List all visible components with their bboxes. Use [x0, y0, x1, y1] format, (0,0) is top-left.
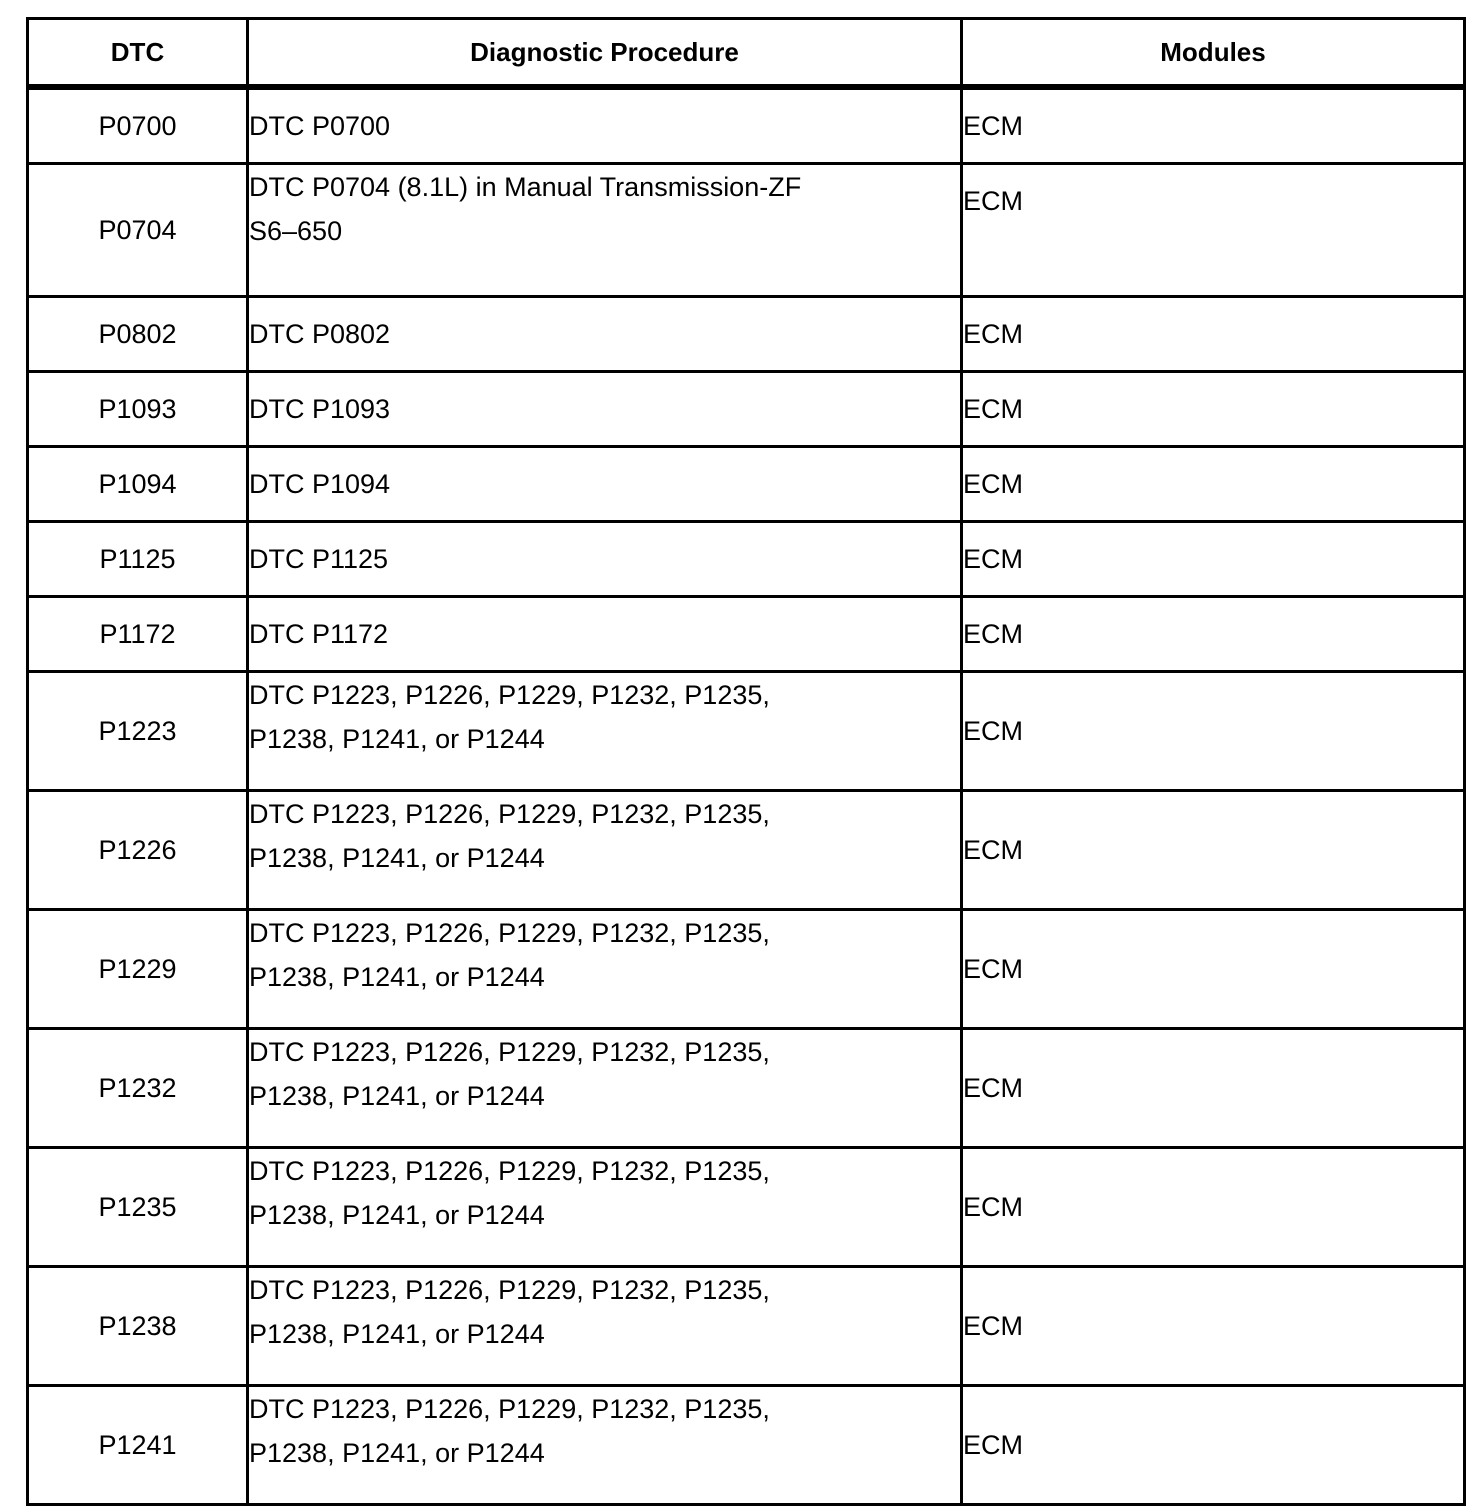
procedure-text-line: DTC P1223, P1226, P1229, P1232, P1235,: [249, 799, 770, 829]
dtc-code-cell: P1226: [28, 791, 248, 910]
table-row: [28, 791, 1465, 910]
dtc-code-cell: P1223: [28, 672, 248, 791]
module-cell: ECM: [962, 297, 1465, 372]
dtc-code-cell: P0700: [28, 87, 248, 164]
module-cell: ECM: [962, 791, 1465, 910]
procedure-cell: [248, 164, 962, 297]
procedure-text-line: DTC P0802: [249, 319, 391, 349]
procedure-text-line: P1238, P1241, or P1244: [249, 1438, 545, 1468]
procedure-text-line: DTC P0704 (8.1L) in Manual Transmission-ZF: [249, 172, 802, 202]
module-cell: ECM: [962, 672, 1465, 791]
dtc-code-cell: P1094: [28, 447, 248, 522]
procedure-text-line: P1238, P1241, or P1244: [249, 843, 545, 873]
table-row: [28, 372, 1465, 447]
header-dtc: DTC: [28, 19, 248, 88]
table-row: [28, 447, 1465, 522]
table-row: [28, 164, 1465, 297]
dtc-code-cell: P1093: [28, 372, 248, 447]
procedure-text-line: P1238, P1241, or P1244: [249, 724, 545, 754]
procedure-text-line: DTC P1094: [249, 469, 391, 499]
dtc-code-cell: P1235: [28, 1148, 248, 1267]
dtc-table: [26, 17, 1466, 1506]
header-row: [28, 19, 1465, 88]
table-row: [28, 297, 1465, 372]
procedure-cell: [248, 1029, 962, 1148]
procedure-text-line: DTC P0700: [249, 111, 391, 141]
procedure-cell: [248, 791, 962, 910]
procedure-text-line: DTC P1223, P1226, P1229, P1232, P1235,: [249, 1275, 770, 1305]
procedure-text-line: DTC P1223, P1226, P1229, P1232, P1235,: [249, 1037, 770, 1067]
table-row: [28, 597, 1465, 672]
dtc-code-cell: P1229: [28, 910, 248, 1029]
module-cell: ECM: [962, 910, 1465, 1029]
procedure-cell: [248, 1386, 962, 1505]
header-procedure: Diagnostic Procedure: [248, 19, 962, 88]
procedure-text-line: P1238, P1241, or P1244: [249, 962, 545, 992]
procedure-text-line: DTC P1223, P1226, P1229, P1232, P1235,: [249, 680, 770, 710]
module-cell: ECM: [962, 87, 1465, 164]
procedure-text-line: P1238, P1241, or P1244: [249, 1319, 545, 1349]
dtc-code-cell: P0802: [28, 297, 248, 372]
procedure-text-line: S6–650: [249, 216, 343, 246]
procedure-text-line: P1238, P1241, or P1244: [249, 1081, 545, 1111]
procedure-cell: [248, 910, 962, 1029]
table-row: [28, 1267, 1465, 1386]
procedure-text-line: DTC P1172: [249, 619, 389, 649]
dtc-code-cell: P1241: [28, 1386, 248, 1505]
procedure-cell: [248, 672, 962, 791]
table-row: [28, 1029, 1465, 1148]
table-row: [28, 522, 1465, 597]
dtc-code-cell: P1232: [28, 1029, 248, 1148]
table-body: [28, 87, 1465, 1505]
procedure-cell: [248, 597, 962, 672]
module-cell: ECM: [962, 522, 1465, 597]
table-row: [28, 910, 1465, 1029]
procedure-cell: [248, 372, 962, 447]
dtc-code-cell: P0704: [28, 164, 248, 297]
table-row: [28, 672, 1465, 791]
table-header: [28, 19, 1465, 88]
procedure-text-line: DTC P1223, P1226, P1229, P1232, P1235,: [249, 1394, 770, 1424]
dtc-code-cell: P1238: [28, 1267, 248, 1386]
module-cell: ECM: [962, 1386, 1465, 1505]
module-cell: ECM: [962, 1148, 1465, 1267]
table-row: [28, 87, 1465, 164]
table-row: [28, 1386, 1465, 1505]
procedure-cell: [248, 522, 962, 597]
table-row: [28, 1148, 1465, 1267]
header-modules: Modules: [962, 19, 1465, 88]
procedure-text-line: P1238, P1241, or P1244: [249, 1200, 545, 1230]
dtc-code-cell: P1172: [28, 597, 248, 672]
module-cell: ECM: [962, 447, 1465, 522]
module-cell: ECM: [962, 1029, 1465, 1148]
module-cell: ECM: [962, 372, 1465, 447]
procedure-text-line: DTC P1093: [249, 394, 391, 424]
procedure-cell: [248, 297, 962, 372]
procedure-cell: [248, 1148, 962, 1267]
procedure-text-line: DTC P1223, P1226, P1229, P1232, P1235,: [249, 918, 770, 948]
module-cell: ECM: [962, 1267, 1465, 1386]
module-cell: ECM: [962, 597, 1465, 672]
procedure-text-line: DTC P1223, P1226, P1229, P1232, P1235,: [249, 1156, 770, 1186]
procedure-cell: [248, 87, 962, 164]
module-cell: ECM: [962, 164, 1465, 297]
procedure-cell: [248, 1267, 962, 1386]
procedure-text-line: DTC P1125: [249, 544, 389, 574]
dtc-code-cell: P1125: [28, 522, 248, 597]
procedure-cell: [248, 447, 962, 522]
